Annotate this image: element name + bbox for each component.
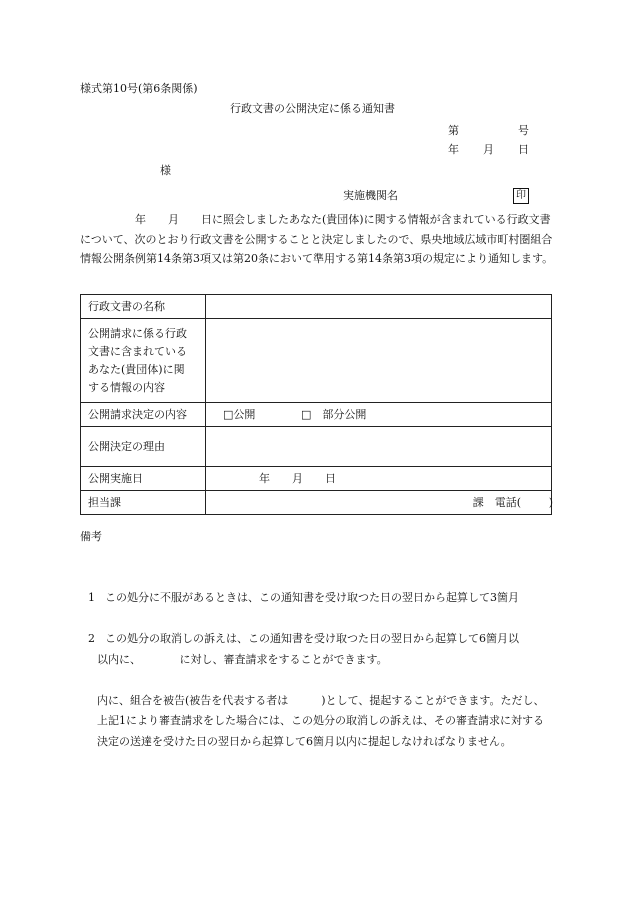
seal-mark: 印 xyxy=(513,188,529,204)
label-decision-content: 公開請求決定の内容 xyxy=(81,403,206,427)
value-document-name xyxy=(206,295,552,319)
doc-number-suffix: 号 xyxy=(518,124,529,137)
value-decision-content xyxy=(206,403,552,427)
table-row xyxy=(81,319,552,403)
decision-table xyxy=(80,294,552,515)
table-row xyxy=(81,403,552,427)
label-implementation-date: 公開実施日 xyxy=(81,467,206,491)
value-decision-reason xyxy=(206,427,552,467)
phone-close-paren: ) xyxy=(548,495,553,509)
date-day: 日 xyxy=(518,143,529,156)
value-department xyxy=(206,491,552,515)
table-row xyxy=(81,491,552,515)
table-row xyxy=(81,427,552,467)
remark-text: この処分の取消しの訴えは、この通知書を受け取つた日の翌日から起算して6箇月以 xyxy=(105,632,519,645)
body-paragraph: 年 月 日に照会しましたあなた(貴団体)に関する情報が含まれている行政文書について、次のとおり行政文書を公開することと決定しましたので、県央地域広域市町村圏組合情報公開条例第14条第3項又は第20条において準用する第14条第3項の規定により通知します。 xyxy=(80,213,554,265)
remark-item-2 xyxy=(80,588,554,793)
table-row xyxy=(81,467,552,491)
remark-text-continued: 以内に、 に対し、審査請求をすることができます。 xyxy=(97,652,388,666)
issuer-label: 実施機関名 xyxy=(343,189,398,202)
option-partial-disclosure: □ 部分公開 xyxy=(301,407,367,421)
date-year: 年 xyxy=(448,143,459,156)
department-phone: 課 電話( xyxy=(472,495,521,509)
label-document-name: 行政文書の名称 xyxy=(81,295,206,319)
label-decision-reason: 公開決定の理由 xyxy=(81,427,206,467)
label-department: 担当課 xyxy=(81,491,206,515)
addressee-suffix: 様 xyxy=(160,164,171,177)
option-full-disclosure: □公開 xyxy=(223,407,256,421)
implementation-date-placeholder: 年 月 日 xyxy=(259,471,336,485)
remark-text: この処分に不服があるときは、この通知書を受け取つた日の翌日から起算して3箇月 xyxy=(105,591,519,604)
document-title: 行政文書の公開決定に係る通知書 xyxy=(230,102,395,115)
table-row xyxy=(81,295,552,319)
remark-text-continued: 内に、組合を被告(被告を代表する者は )として、提起することができます。ただし、上記1により審査請求をした場合には、この処分の取消しの訴えは、その審査請求に対する決定の送達を受けた日の翌日から起算して6箇月以内に提起しなければなりません。 xyxy=(97,693,545,748)
date-month: 月 xyxy=(483,143,494,156)
label-information-content: 公開請求に係る行政 文書に含まれている あなた(貴団体)に関 する情報の内容 xyxy=(81,319,206,403)
value-information-content xyxy=(206,319,552,403)
value-implementation-date xyxy=(206,467,552,491)
doc-number-prefix: 第 xyxy=(448,124,459,137)
remarks-title: 備考 xyxy=(80,530,102,543)
remark-number: 1 xyxy=(88,591,95,604)
remark-number: 2 xyxy=(88,632,95,645)
form-number: 様式第10号(第6条関係) xyxy=(80,82,198,95)
